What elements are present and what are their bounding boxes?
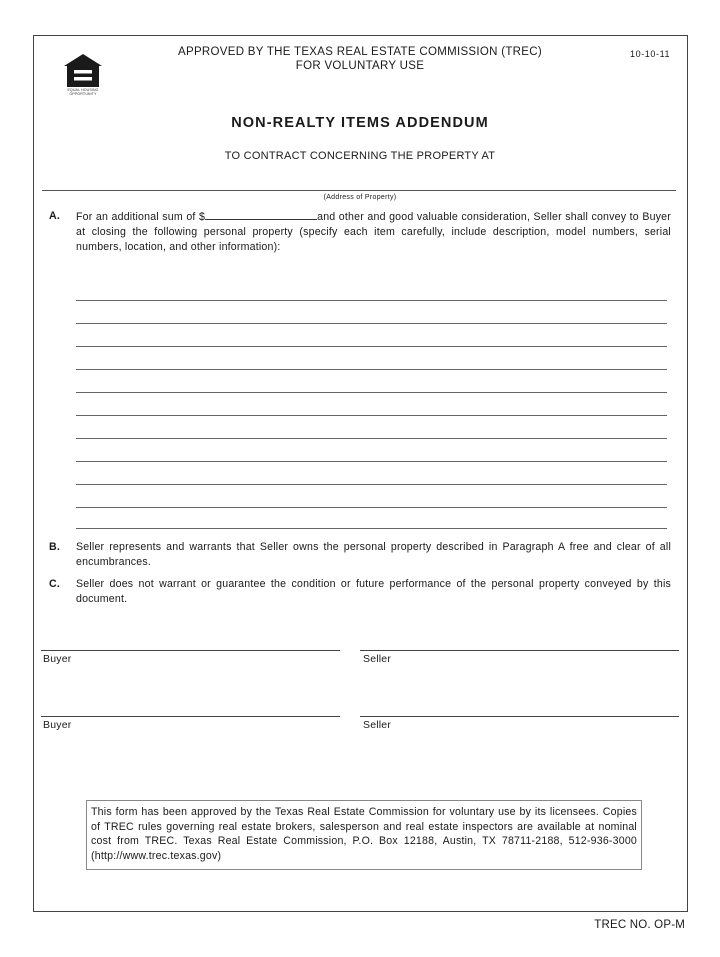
property-item-line[interactable] [76,300,667,301]
paragraph-a [49,209,671,255]
paragraph-b-letter: B. [49,541,60,553]
property-item-line[interactable] [76,369,667,370]
property-address-field[interactable] [42,190,676,191]
buyer-label-1: Buyer [43,653,72,665]
logo-caption: EQUAL HOUSING OPPORTUNITY [67,88,99,97]
seller-signature-line-2[interactable] [360,716,679,717]
property-item-line[interactable] [76,392,667,393]
paragraph-a-text-before: For an additional sum of $ [76,211,206,223]
paragraph-c-text: Seller does not warrant or guarantee the condition or future performance of the personal property conveyed by this document. [76,578,671,605]
approval-header [150,45,570,73]
property-item-line[interactable] [76,484,667,485]
seller-label-1: Seller [363,653,392,665]
paragraph-a-letter: A. [49,210,60,222]
form-title: NON-REALTY ITEMS ADDENDUM [231,115,489,131]
seller-label-2: Seller [363,719,392,731]
voluntary-use-line: FOR VOLUNTARY USE [295,60,425,72]
property-item-line[interactable] [76,528,667,529]
form-number: TREC NO. OP-M [594,919,685,931]
property-item-line[interactable] [76,507,667,508]
form-subtitle: TO CONTRACT CONCERNING THE PROPERTY AT [224,150,496,162]
buyer-signature-line-2[interactable] [41,716,340,717]
form-border [33,35,688,912]
paragraph-c-letter: C. [49,578,60,590]
paragraph-b [49,540,671,570]
trec-notice-box: This form has been approved by the Texas Real Estate Commission for voluntary use by its licensees. Copies of TREC rules governing real estate brokers, salesperson and real estate inspectors are available at nominal cost from TREC. Texas Real Estate Commission, P.O. Box 12188, Austin, TX 78711-2188, 512-936-3000 (http://www.trec.texas.gov) [86,800,642,870]
property-item-line[interactable] [76,415,667,416]
buyer-label-2: Buyer [43,719,72,731]
paragraph-b-text: Seller represents and warrants that Seller owns the personal property described in Paragraph A free and clear of all encumbrances. [76,541,671,568]
paragraph-a-text-after: and other and good valuable consideration, Seller shall convey to Buyer at closing the following personal property (specify each item carefully, include description, model numbers, serial numbers, location, and other information): [76,211,671,253]
paragraph-c [49,577,671,607]
form-date: 10-10-11 [630,49,671,59]
property-item-line[interactable] [76,323,667,324]
additional-sum-field[interactable] [205,209,317,220]
seller-signature-line-1[interactable] [360,650,679,651]
address-caption: (Address of Property) [323,194,397,201]
property-item-line[interactable] [76,346,667,347]
property-item-line[interactable] [76,438,667,439]
buyer-signature-line-1[interactable] [41,650,340,651]
property-item-line[interactable] [76,461,667,462]
paragraph-a-text [76,209,671,255]
approval-line: APPROVED BY THE TEXAS REAL ESTATE COMMISSION (TREC) [178,46,542,58]
